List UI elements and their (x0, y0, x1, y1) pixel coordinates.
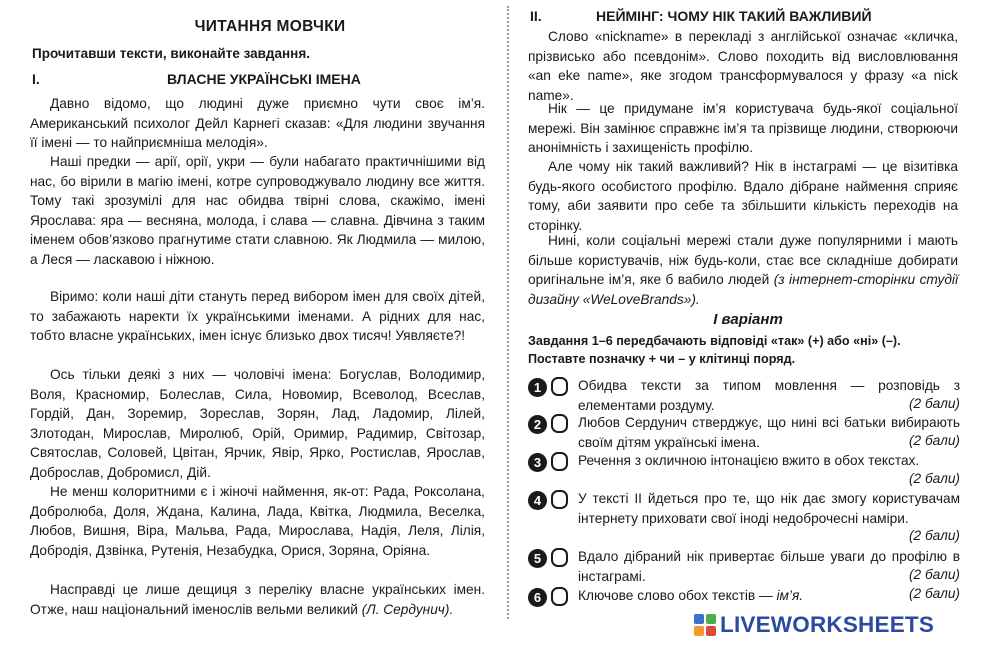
task-text (578, 586, 960, 606)
answer-checkbox[interactable] (551, 452, 568, 471)
task-text: Вдало дібраний нік привертає більше уваги до профілю в інстаграмі. (578, 549, 960, 584)
task-item (528, 489, 960, 547)
paragraph: Давно відомо, що людині дуже приємно чути своє ім’я. Американський психолог Дейл Карнегі сказав: «Для людини звучання її імені — то найприємніша мелодія». (30, 96, 485, 150)
paragraph-text: Нині, коли соціальні мережі стали дуже популярними і мають більше користувачів, ніж будь-коли, стає все складніше добирати оригінальне ім’я, яке б вабило людей (528, 233, 958, 287)
task-text: У тексті II йдеться про те, що нік дає змогу користувачам інтернету приховати свої іноді недоброчесні наміри. (578, 491, 960, 526)
page-title: ЧИТАННЯ МОВЧКИ (194, 18, 346, 35)
paragraph-text: Насправді це лише дещиця з переліку власне українських імен. Отже, наш національний іменослів вельми великий (30, 582, 485, 617)
task-points: (2 бали) (908, 586, 960, 601)
paragraph: Слово «nickname» в перекладі з англійської означає «кличка, прізвисько або псевдонім». Слово походить від висловлювання «an eke name», яке згодом трансформувалося у фразу «a nick name». (528, 29, 958, 103)
task-intro-line: Поставте позначку + чи – у клітинці поряд. (528, 352, 796, 366)
paragraph: Не менш колоритними є і жіночі наймення, як-от: Рада, Роксолана, Добролюба, Доля, Ждана, Калина, Лада, Квітка, Людмила, Веселка, Любов, Вишня, Віра, Мальва, Рада, Мирослава, Надія, Леля, Лілія, Добродія, Дзвінка, Рутенія, Незабудка, Орися, Зоряна, Оріяна. (30, 484, 485, 558)
source-citation: (Л. Сердунич). (361, 601, 454, 617)
task-text: Речення з окличною інтонацією вжито в обох текстах. (578, 453, 920, 468)
section-2-number: II. (530, 8, 542, 24)
task-points: (2 бали) (908, 432, 960, 448)
paragraph (528, 231, 958, 309)
task-text-plain: Ключове слово обох текстів — (578, 588, 777, 603)
task-item (528, 451, 960, 491)
task-intro (528, 332, 960, 368)
logo-square-blue (694, 614, 704, 624)
task-number: 1 (528, 378, 547, 397)
task-number: 2 (528, 415, 547, 434)
task-item (528, 586, 960, 608)
task-number: 4 (528, 491, 547, 510)
logo-square-red (706, 626, 716, 636)
task-points: (2 бали) (908, 528, 960, 543)
section-2-title: НЕЙМІНГ: ЧОМУ НІК ТАКИЙ ВАЖЛИВИЙ (596, 8, 872, 24)
variant-title: І варіант (713, 311, 783, 328)
logo-square-green (706, 614, 716, 624)
paragraph: Але чому нік такий важливий? Нік в інстаграмі — це візитівка будь-якого особистого профілю. Вдало дібране наймення сприяє тому, аби заявити про себе та збільшити кількість переходів на сторінку. (528, 159, 958, 233)
paragraph: Наші предки — арії, орії, укри — були набагато практичнішими від нас, бо вірили в магію імені, котре супроводжувало людину все життя. Тому такі зрозумілі для нас обидва твірні слова, скажімо, імені Ярослава: яра — весняна, молода, і слава — славна. Дівчина з таким іменем обов’язково прагнутиме стати славною. Як Людмила — милою, а Леся — ласкавою і ніжною. (30, 154, 485, 267)
liveworksheets-logo-icon (694, 614, 716, 636)
instruction: Прочитавши тексти, виконайте завдання. (32, 46, 310, 61)
task-intro-line: Завдання 1–6 передбачають відповіді «так» (+) або «ні» (–). (528, 334, 901, 348)
liveworksheets-wordmark: LIVEWORKSHEETS (720, 612, 935, 637)
task-number: 5 (528, 549, 547, 568)
task-text: Обидва тексти за типом мовлення — розповідь з елементами роздуму. (578, 378, 960, 413)
liveworksheets-logo (694, 612, 994, 638)
section-1-number: I. (32, 71, 40, 87)
paragraph: Ось тільки деякі з них — чоловічі імена: Богуслав, Володимир, Воля, Красномир, Болеслав, Сила, Новомир, Всеволод, Всеслав, Гордій, Дан, Зоремир, Зореслав, Зорян, Лад, Ладомир, Лілей, Злотодан, Мирослав, Миролюб, Орій, Оримир, Радимир, Світозар, Святослав, Соловей, Цвітан, Ярчик, Явір, Ярко, Ростислав, Ярослав, Доброслав, Добромисл, Дій. (30, 367, 485, 480)
logo-square-orange (694, 626, 704, 636)
answer-checkbox[interactable] (551, 490, 568, 509)
task-item (528, 413, 960, 453)
left-column (30, 0, 492, 649)
source-citation: (з інтернет-сторінки студії дизайну «WeLoveBrands»). (528, 272, 959, 307)
answer-checkbox[interactable] (551, 587, 568, 606)
task-number: 3 (528, 453, 547, 472)
task-points: (2 бали) (908, 470, 960, 486)
task-number: 6 (528, 588, 547, 607)
answer-checkbox[interactable] (551, 414, 568, 433)
task-text-emphasis: ім’я. (776, 588, 804, 603)
answer-checkbox[interactable] (551, 548, 568, 567)
section-1-title: ВЛАСНЕ УКРАЇНСЬКІ ІМЕНА (167, 71, 361, 87)
paragraph: Нік — це придумане ім’я користувача будь-якої соціальної мережі. Він замінює справжнє ім’я та прізвище людини, створюючи анонімність і захищеність профілю. (528, 101, 958, 155)
paragraph: Віримо: коли наші діти стануть перед вибором імен для своїх дітей, то забажають наректи їх українськими іменами. А рідних для нас, тобто власне українських, імен існує близько двох тисяч! Уявляєте?! (30, 289, 485, 343)
task-points: (2 бали) (908, 566, 960, 582)
right-column (528, 0, 960, 649)
paragraph (30, 580, 485, 619)
task-item (528, 376, 960, 416)
column-divider (507, 6, 509, 619)
task-text: Любов Сердунич стверджує, що нині всі батьки вибирають своїм дітям українські імена. (578, 415, 960, 450)
answer-checkbox[interactable] (551, 377, 568, 396)
task-item (528, 547, 960, 587)
task-points: (2 бали) (908, 395, 960, 411)
